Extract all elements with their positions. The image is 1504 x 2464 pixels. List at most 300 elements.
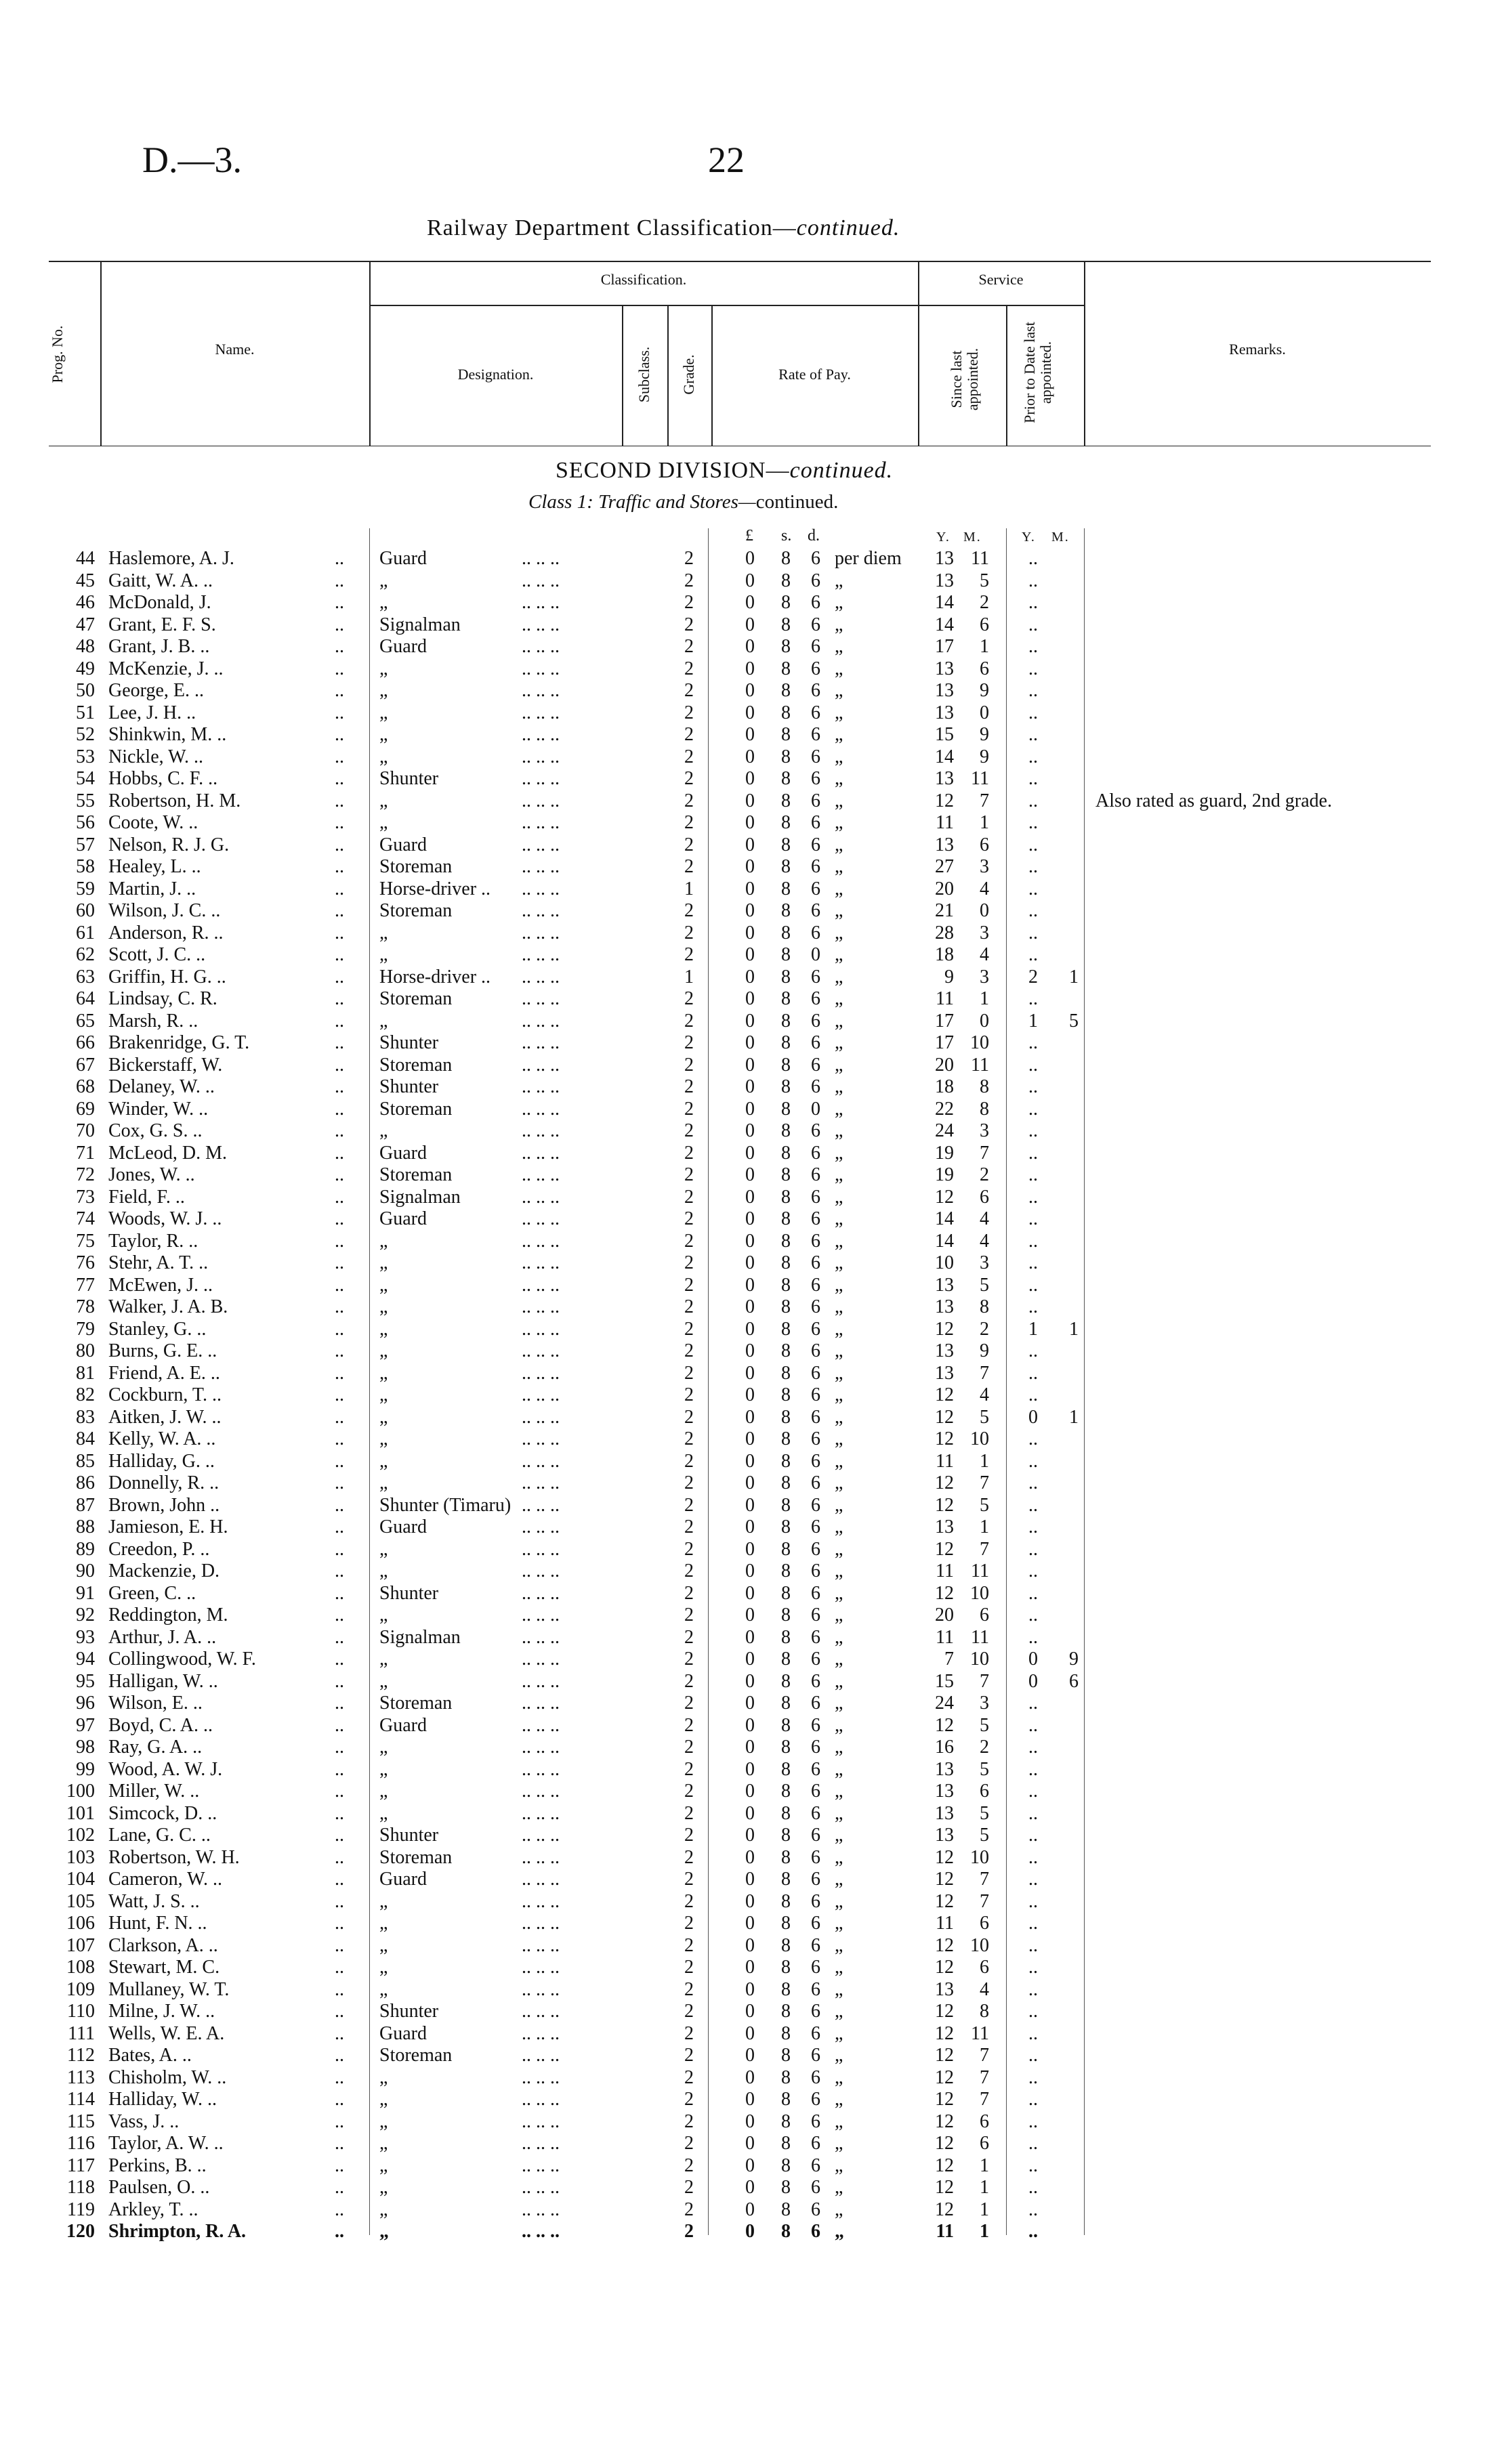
employee-name: Taylor, A. W. .. [108, 2133, 224, 2154]
pay-pence: 6 [811, 2177, 820, 2198]
unit-months-2: M. [1051, 530, 1070, 545]
since-months: 6 [980, 2110, 989, 2132]
prog-no: 104 [66, 1869, 95, 1890]
prior-years: .. [1028, 1450, 1038, 1472]
prog-no: 88 [76, 1516, 95, 1537]
leader-dots: .. .. .. [522, 1869, 560, 1890]
designation: Signalman [379, 1626, 461, 1648]
since-months: 9 [980, 680, 989, 701]
pay-pounds: 0 [745, 1076, 755, 1097]
since-years: 15 [935, 1670, 954, 1692]
prior-years: .. [1028, 944, 1038, 965]
pay-pence: 0 [811, 1098, 820, 1120]
grade: 2 [684, 1054, 694, 1076]
pay-pounds: 0 [745, 2221, 755, 2242]
pay-pence: 6 [811, 1693, 820, 1714]
prog-no: 54 [76, 768, 95, 789]
since-years: 7 [944, 1649, 954, 1670]
since-months: 11 [971, 1626, 989, 1648]
employee-name: Friend, A. E. .. [108, 1362, 220, 1384]
table-row [0, 1384, 1504, 1407]
since-months: 10 [970, 1032, 989, 1053]
employee-name: Halliday, G. .. [108, 1450, 215, 1472]
pay-shillings: 8 [781, 548, 791, 569]
employee-name: Perkins, B. .. [108, 2154, 207, 2176]
pay-shillings: 8 [781, 2199, 791, 2220]
leader-dots: .. [335, 1362, 344, 1384]
pay-pence: 6 [811, 1186, 820, 1208]
prog-no: 70 [76, 1120, 95, 1141]
leader-dots: .. .. .. [522, 1406, 560, 1428]
table-row [0, 548, 1504, 570]
pay-shillings: 8 [781, 922, 791, 943]
grade: 2 [684, 1208, 694, 1229]
prog-no: 77 [76, 1274, 95, 1296]
since-months: 3 [980, 1120, 989, 1141]
pay-unit: „ [835, 1340, 843, 1361]
table-row [0, 1275, 1504, 1297]
designation: „ [379, 1384, 388, 1405]
pay-unit: „ [835, 1825, 843, 1846]
prior-years: .. [1028, 1120, 1038, 1141]
employee-name: Hobbs, C. F. .. [108, 768, 218, 789]
class-heading [528, 491, 838, 513]
leader-dots: .. .. .. [522, 988, 560, 1009]
since-months: 11 [971, 768, 989, 789]
designation: „ [379, 724, 388, 745]
pay-pounds: 0 [745, 1737, 755, 1758]
prog-no: 61 [76, 922, 95, 943]
pay-shillings: 8 [781, 1208, 791, 1229]
pay-pence: 6 [811, 1934, 820, 1956]
prior-years: .. [1028, 2110, 1038, 2132]
pay-shillings: 8 [781, 1076, 791, 1097]
grade: 2 [684, 1186, 694, 1208]
pay-pence: 6 [811, 2154, 820, 2176]
leader-dots: .. .. .. [522, 1516, 560, 1537]
prior-months: 1 [1069, 1318, 1079, 1340]
designation: Shunter [379, 1825, 439, 1846]
prior-years: .. [1028, 1098, 1038, 1120]
employee-name: Wilson, J. C. .. [108, 900, 221, 921]
table-row [0, 1495, 1504, 1517]
since-years: 19 [935, 1164, 954, 1185]
pay-unit: „ [835, 1890, 843, 1912]
designation: „ [379, 1957, 388, 1978]
designation: Horse-driver .. [379, 966, 491, 987]
table-row [0, 1869, 1504, 1891]
prior-years: .. [1028, 1978, 1038, 2000]
pay-unit: „ [835, 1560, 843, 1581]
table-row [0, 1605, 1504, 1627]
since-years: 12 [935, 1472, 954, 1493]
since-months: 4 [980, 944, 989, 965]
since-months: 0 [980, 1010, 989, 1032]
pay-pence: 6 [811, 1010, 820, 1032]
designation: Storeman [379, 1054, 453, 1076]
since-years: 12 [935, 1582, 954, 1604]
employee-name: Miller, W. .. [108, 1781, 200, 1802]
prior-years: .. [1028, 1758, 1038, 1780]
since-months: 5 [980, 570, 989, 591]
pay-shillings: 8 [781, 1186, 791, 1208]
pay-pence: 6 [811, 1538, 820, 1560]
prog-no: 108 [66, 1957, 95, 1978]
pay-unit: „ [835, 856, 843, 877]
since-months: 3 [980, 922, 989, 943]
table-row [0, 1120, 1504, 1143]
since-months: 6 [980, 2133, 989, 2154]
prior-years: .. [1028, 790, 1038, 811]
since-months: 10 [970, 1428, 989, 1449]
pay-pounds: 0 [745, 1978, 755, 2000]
leader-dots: .. .. .. [522, 2022, 560, 2044]
designation: „ [379, 2133, 388, 2154]
designation: „ [379, 944, 388, 965]
pay-pounds: 0 [745, 1605, 755, 1626]
prior-years: .. [1028, 1362, 1038, 1384]
designation: „ [379, 1274, 388, 1296]
table-row [0, 967, 1504, 989]
leader-dots: .. [335, 1714, 344, 1736]
leader-dots: .. .. .. [522, 2221, 560, 2242]
pay-pounds: 0 [745, 1318, 755, 1340]
since-years: 12 [935, 2066, 954, 2088]
since-years: 11 [936, 1626, 954, 1648]
pay-shillings: 8 [781, 2110, 791, 2132]
since-months: 5 [980, 1494, 989, 1516]
pay-unit: „ [835, 988, 843, 1009]
leader-dots: .. .. .. [522, 1164, 560, 1185]
table-row [0, 1825, 1504, 1847]
since-months: 1 [980, 2154, 989, 2176]
since-years: 14 [935, 614, 954, 635]
employee-name: Shinkwin, M. .. [108, 724, 227, 745]
table-row [0, 1913, 1504, 1935]
pay-pounds: 0 [745, 1649, 755, 1670]
prior-years: .. [1028, 2177, 1038, 2198]
since-years: 12 [935, 1538, 954, 1560]
since-years: 12 [935, 1869, 954, 1890]
table-row [0, 2133, 1504, 2155]
pay-unit: „ [835, 592, 843, 613]
designation: „ [379, 2199, 388, 2220]
prior-years: .. [1028, 636, 1038, 657]
pay-shillings: 8 [781, 2089, 791, 2110]
grade: 2 [684, 1274, 694, 1296]
pay-unit: „ [835, 1846, 843, 1868]
prior-years: .. [1028, 2199, 1038, 2220]
leader-dots: .. .. .. [522, 2154, 560, 2176]
since-months: 4 [980, 1230, 989, 1252]
title-continued: continued. [796, 215, 900, 240]
table-row [0, 1055, 1504, 1077]
pay-shillings: 8 [781, 1450, 791, 1472]
grade: 2 [684, 1737, 694, 1758]
designation: „ [379, 1428, 388, 1449]
pay-unit: „ [835, 570, 843, 591]
pay-shillings: 8 [781, 1825, 791, 1846]
since-months: 11 [971, 1560, 989, 1581]
employee-name: Simcock, D. .. [108, 1802, 217, 1824]
employee-name: Halligan, W. .. [108, 1670, 218, 1692]
since-months: 3 [980, 1252, 989, 1273]
grade: 2 [684, 2110, 694, 2132]
designation: Storeman [379, 1098, 453, 1120]
pay-shillings: 8 [781, 570, 791, 591]
pay-pounds: 0 [745, 944, 755, 965]
pay-unit: „ [835, 1737, 843, 1758]
prior-years: .. [1028, 592, 1038, 613]
designation: „ [379, 570, 388, 591]
pay-pence: 6 [811, 1296, 820, 1317]
since-years: 11 [936, 2221, 954, 2242]
since-months: 11 [971, 2022, 989, 2044]
pay-pounds: 0 [745, 1120, 755, 1141]
prior-years: .. [1028, 1934, 1038, 1956]
since-years: 12 [935, 2199, 954, 2220]
table-row [0, 2023, 1504, 2045]
employee-name: Bates, A. .. [108, 2045, 192, 2066]
employee-name: Lindsay, C. R. [108, 988, 217, 1009]
leader-dots: .. .. .. [522, 1649, 560, 1670]
table-row [0, 1583, 1504, 1605]
pay-pounds: 0 [745, 1142, 755, 1164]
designation: „ [379, 1781, 388, 1802]
leader-dots: .. [335, 1494, 344, 1516]
grade: 2 [684, 658, 694, 679]
grade: 2 [684, 2045, 694, 2066]
prior-years: .. [1028, 1781, 1038, 1802]
pay-pence: 6 [811, 768, 820, 789]
prog-no: 64 [76, 988, 95, 1009]
employee-name: Robertson, W. H. [108, 1846, 240, 1868]
designation: „ [379, 1890, 388, 1912]
table-row [0, 1231, 1504, 1253]
division-name: SECOND DIVISION— [556, 458, 790, 483]
prog-no: 76 [76, 1252, 95, 1273]
leader-dots: .. .. .. [522, 1494, 560, 1516]
leader-dots: .. .. .. [522, 1450, 560, 1472]
since-years: 13 [935, 1362, 954, 1384]
pay-shillings: 8 [781, 2133, 791, 2154]
leader-dots: .. [335, 1693, 344, 1714]
col-designation: Designation. [457, 366, 534, 383]
prior-years: .. [1028, 2022, 1038, 2044]
designation: „ [379, 1318, 388, 1340]
table-row [0, 856, 1504, 878]
prior-years: .. [1028, 1869, 1038, 1890]
employee-name: Clarkson, A. .. [108, 1934, 218, 1956]
col-remarks: Remarks. [1229, 341, 1286, 358]
class-name: Traffic and Stores— [598, 491, 756, 513]
prog-no: 81 [76, 1362, 95, 1384]
unit-years-1: Y. [936, 530, 951, 545]
prior-years: .. [1028, 614, 1038, 635]
table-body [0, 548, 1504, 2243]
since-years: 12 [935, 2110, 954, 2132]
grade: 2 [684, 2001, 694, 2022]
leader-dots: .. .. .. [522, 1472, 560, 1493]
since-months: 5 [980, 1406, 989, 1428]
pay-pounds: 0 [745, 570, 755, 591]
col-subclass: Subclass. [635, 346, 652, 403]
pay-pence: 6 [811, 1737, 820, 1758]
title-main: Railway Department Classification— [427, 215, 797, 240]
since-months: 0 [980, 702, 989, 723]
designation: „ [379, 592, 388, 613]
since-years: 14 [935, 746, 954, 767]
grade: 2 [684, 2089, 694, 2110]
pay-pounds: 0 [745, 1098, 755, 1120]
designation: „ [379, 922, 388, 943]
employee-name: Jamieson, E. H. [108, 1516, 228, 1537]
pay-unit: „ [835, 1406, 843, 1428]
pay-pounds: 0 [745, 1890, 755, 1912]
leader-dots: .. [335, 1186, 344, 1208]
prog-no: 46 [76, 592, 95, 613]
prior-months: 5 [1069, 1010, 1079, 1032]
prog-no: 85 [76, 1450, 95, 1472]
employee-name: Kelly, W. A. .. [108, 1428, 216, 1449]
pay-pounds: 0 [745, 1428, 755, 1449]
leader-dots: .. .. .. [522, 1208, 560, 1229]
table-row [0, 1011, 1504, 1033]
pay-pence: 6 [811, 548, 820, 569]
unit-months-1: M. [963, 530, 982, 545]
leader-dots: .. [335, 680, 344, 701]
since-years: 13 [935, 702, 954, 723]
table-row [0, 1319, 1504, 1341]
since-years: 13 [935, 570, 954, 591]
grade: 2 [684, 856, 694, 877]
since-years: 12 [935, 1714, 954, 1736]
since-months: 6 [980, 834, 989, 855]
employee-name: Scott, J. C. .. [108, 944, 206, 965]
pay-shillings: 8 [781, 2177, 791, 2198]
prior-years: .. [1028, 1890, 1038, 1912]
since-years: 13 [935, 1802, 954, 1824]
employee-name: Boyd, C. A. .. [108, 1714, 213, 1736]
grade: 2 [684, 1384, 694, 1405]
pay-shillings: 8 [781, 1605, 791, 1626]
pay-unit: „ [835, 1869, 843, 1890]
prog-no: 120 [66, 2221, 95, 2242]
prog-no: 62 [76, 944, 95, 965]
leader-dots: .. .. .. [522, 746, 560, 767]
prior-years: .. [1028, 1538, 1038, 1560]
table-row [0, 1891, 1504, 1913]
since-years: 12 [935, 1318, 954, 1340]
pay-pounds: 0 [745, 1758, 755, 1780]
employee-name: Arthur, J. A. .. [108, 1626, 217, 1648]
leader-dots: .. .. .. [522, 2045, 560, 2066]
prior-years: .. [1028, 1208, 1038, 1229]
since-months: 9 [980, 724, 989, 745]
designation: Guard [379, 1142, 427, 1164]
pay-pence: 6 [811, 1318, 820, 1340]
grade: 2 [684, 1472, 694, 1493]
grade: 2 [684, 1142, 694, 1164]
since-months: 8 [980, 2001, 989, 2022]
pay-pounds: 0 [745, 1781, 755, 1802]
pay-pence: 6 [811, 2110, 820, 2132]
prior-years: .. [1028, 1494, 1038, 1516]
pay-pounds: 0 [745, 2022, 755, 2044]
employee-name: Wells, W. E. A. [108, 2022, 225, 2044]
pay-pounds: 0 [745, 1054, 755, 1076]
pay-shillings: 8 [781, 1582, 791, 1604]
pay-pounds: 0 [745, 724, 755, 745]
table-row [0, 1076, 1504, 1099]
table-row [0, 1363, 1504, 1385]
since-years: 20 [935, 878, 954, 899]
since-months: 9 [980, 746, 989, 767]
pay-pence: 6 [811, 1164, 820, 1185]
since-months: 1 [980, 1450, 989, 1472]
prog-no: 118 [67, 2177, 95, 2198]
grade: 1 [684, 966, 694, 987]
pay-shillings: 8 [781, 1802, 791, 1824]
table-row [0, 878, 1504, 901]
prior-years: .. [1028, 834, 1038, 855]
grade: 2 [684, 1582, 694, 1604]
grade: 2 [684, 724, 694, 745]
pay-shillings: 8 [781, 1340, 791, 1361]
leader-dots: .. [335, 1208, 344, 1229]
pay-shillings: 8 [781, 812, 791, 833]
table-row [0, 1407, 1504, 1429]
pay-pence: 6 [811, 1230, 820, 1252]
employee-name: Arkley, T. .. [108, 2199, 199, 2220]
leader-dots: .. .. .. [522, 1781, 560, 1802]
grade: 2 [684, 812, 694, 833]
table-row [0, 1759, 1504, 1781]
since-months: 3 [980, 856, 989, 877]
employee-name: Delaney, W. .. [108, 1076, 215, 1097]
pay-shillings: 8 [781, 658, 791, 679]
prog-no: 105 [66, 1890, 95, 1912]
designation: Storeman [379, 2045, 453, 2066]
since-years: 12 [935, 1846, 954, 1868]
leader-dots: .. .. .. [522, 658, 560, 679]
pay-pence: 6 [811, 2133, 820, 2154]
pay-shillings: 8 [781, 878, 791, 899]
pay-pence: 0 [811, 944, 820, 965]
grade: 2 [684, 548, 694, 569]
table-row [0, 1979, 1504, 2001]
pay-pounds: 0 [745, 746, 755, 767]
table-row [0, 944, 1504, 967]
leader-dots: .. .. .. [522, 1605, 560, 1626]
pay-unit: „ [835, 2177, 843, 2198]
since-months: 7 [980, 790, 989, 811]
leader-dots: .. [335, 2133, 344, 2154]
since-years: 9 [944, 966, 954, 987]
prog-no: 80 [76, 1340, 95, 1361]
pay-shillings: 8 [781, 1318, 791, 1340]
prog-no: 112 [67, 2045, 95, 2066]
leader-dots: .. .. .. [522, 1032, 560, 1053]
pay-pence: 6 [811, 1560, 820, 1581]
leader-dots: .. [335, 1252, 344, 1273]
prog-no: 73 [76, 1186, 95, 1208]
prior-years: .. [1028, 1142, 1038, 1164]
table-row [0, 1164, 1504, 1187]
employee-name: Mullaney, W. T. [108, 1978, 230, 2000]
designation: Horse-driver .. [379, 878, 491, 899]
prior-years: .. [1028, 2001, 1038, 2022]
